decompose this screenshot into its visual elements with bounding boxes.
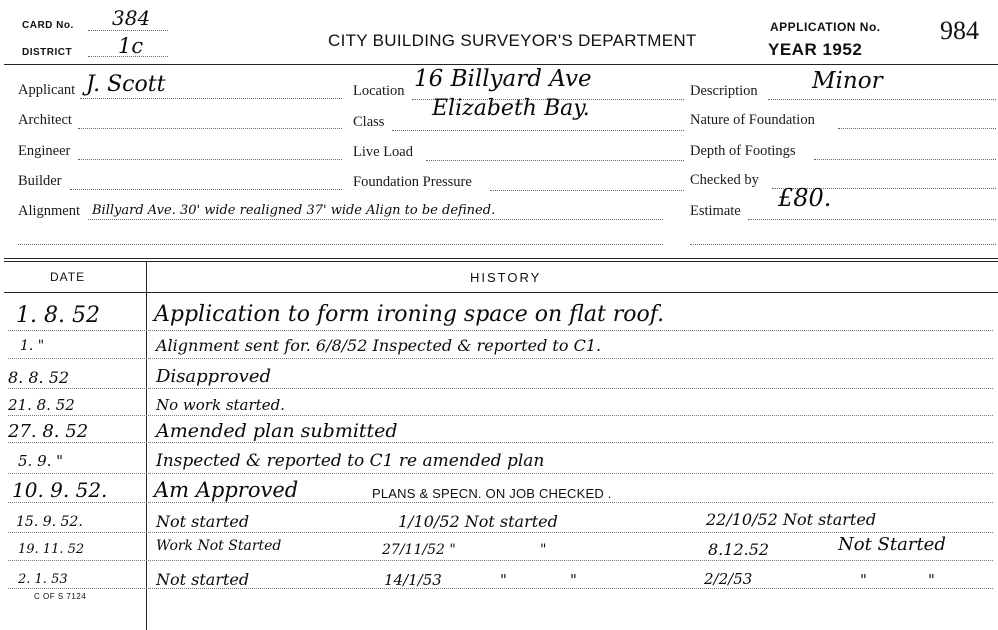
history-entry: Amended plan submitted xyxy=(156,420,398,442)
row-rule xyxy=(8,388,993,389)
history-date: 2. 1. 53 xyxy=(18,572,68,587)
card-no-label: CARD No. xyxy=(22,20,74,31)
nature-of-foundation-label: Nature of Foundation xyxy=(690,112,815,128)
builder-line xyxy=(70,189,342,190)
header-divider xyxy=(4,64,998,65)
history-entry: Not started xyxy=(156,512,250,531)
history-entry: Not started xyxy=(156,570,250,589)
row-rule xyxy=(8,560,993,561)
year-label: YEAR 1952 xyxy=(768,40,863,59)
table-top-rule xyxy=(4,258,998,259)
date-header: DATE xyxy=(50,270,86,284)
table-header-rule xyxy=(4,292,998,293)
history-date: 15. 9. 52. xyxy=(16,514,83,530)
history-entry: Disapproved xyxy=(156,366,271,387)
district-value: 1c xyxy=(118,34,144,58)
history-date: 27. 8. 52 xyxy=(8,421,89,442)
history-entry: Application to form ironing space on flat roof. xyxy=(154,302,665,327)
row-rule xyxy=(8,442,993,443)
history-entry: Inspected & reported to C1 re amended plan xyxy=(156,451,545,471)
history-entry: 22/10/52 Not started xyxy=(706,510,877,529)
alignment-label: Alignment xyxy=(18,203,81,219)
history-date: 1. 8. 52 xyxy=(16,303,100,328)
location-value-2: Elizabeth Bay. xyxy=(432,96,590,121)
table-top-rule-2 xyxy=(4,261,998,262)
row-rule xyxy=(8,473,993,474)
nature-of-foundation-line xyxy=(838,128,996,129)
foundation-pressure-line xyxy=(490,190,684,191)
history-date: 10. 9. 52. xyxy=(12,478,108,502)
department-title: CITY BUILDING SURVEYOR'S DEPARTMENT xyxy=(328,31,697,50)
history-entry: No work started. xyxy=(156,396,285,414)
estimate-line-2 xyxy=(690,244,996,245)
history-entry: 8.12.52 xyxy=(708,540,770,559)
district-label: DISTRICT xyxy=(22,47,73,58)
history-date: 21. 8. 52 xyxy=(8,396,75,414)
alignment-line xyxy=(88,219,663,220)
row-rule xyxy=(8,415,993,416)
checked-by-label: Checked by xyxy=(690,172,759,188)
depth-of-footings-line xyxy=(814,159,996,160)
history-entry: 14/1/53 xyxy=(384,571,442,589)
history-entry: " xyxy=(500,571,507,589)
estimate-label: Estimate xyxy=(690,203,741,219)
history-date: 1. " xyxy=(20,338,45,354)
depth-of-footings-label: Depth of Footings xyxy=(690,143,796,159)
history-entry: Not Started xyxy=(838,534,946,555)
row-rule xyxy=(8,532,993,533)
card-no-value: 384 xyxy=(112,6,151,30)
description-label: Description xyxy=(690,83,758,99)
description-value: Minor xyxy=(812,68,883,94)
application-no-label: APPLICATION No. xyxy=(770,20,881,34)
architect-line xyxy=(78,128,342,129)
engineer-label: Engineer xyxy=(18,143,71,159)
location-value: 16 Billyard Ave xyxy=(414,66,592,92)
row-rule xyxy=(8,330,993,331)
builder-label: Builder xyxy=(18,173,62,189)
class-line xyxy=(392,130,684,131)
history-entry: " xyxy=(570,571,577,589)
checked-stamp: PLANS & SPECN. ON JOB CHECKED . xyxy=(372,486,612,501)
history-date: 8. 8. 52 xyxy=(8,368,70,387)
application-no-value: 984 xyxy=(940,16,979,45)
history-entry: " xyxy=(928,571,935,589)
history-date: 5. 9. " xyxy=(18,452,64,470)
history-entry: " xyxy=(860,571,867,589)
table-column-divider xyxy=(146,262,147,630)
applicant-label: Applicant xyxy=(18,82,76,98)
alignment-value: Billyard Ave. 30' wide realigned 37' wide Align to be defined. xyxy=(92,203,496,218)
history-entry: Alignment sent for. 6/8/52 Inspected & reported to C1. xyxy=(156,336,602,355)
applicant-value: J. Scott xyxy=(86,72,166,97)
description-line xyxy=(768,99,996,100)
live-load-line xyxy=(426,160,684,161)
card-no-line xyxy=(88,30,168,31)
form-code: C OF S 7124 xyxy=(34,592,87,601)
live-load-label: Live Load xyxy=(353,144,413,160)
history-entry: 2/2/53 xyxy=(704,570,753,588)
history-date: 19. 11. 52 xyxy=(18,542,85,557)
engineer-line xyxy=(78,159,342,160)
foundation-pressure-label: Foundation Pressure xyxy=(353,174,472,190)
history-entry: " xyxy=(540,542,547,558)
architect-label: Architect xyxy=(18,112,72,128)
history-header: HISTORY xyxy=(470,270,542,285)
class-label: Class xyxy=(353,114,385,130)
estimate-line xyxy=(748,219,996,220)
row-rule xyxy=(8,502,993,503)
applicant-line xyxy=(80,98,342,99)
location-label: Location xyxy=(353,83,405,99)
history-entry: Work Not Started xyxy=(156,538,282,554)
history-entry: 27/11/52 " xyxy=(382,542,456,558)
row-rule xyxy=(8,358,993,359)
estimate-value: £80. xyxy=(778,184,832,212)
history-entry: 1/10/52 Not started xyxy=(398,512,558,531)
alignment-line-2 xyxy=(18,244,663,245)
history-entry: Am Approved xyxy=(154,478,299,502)
